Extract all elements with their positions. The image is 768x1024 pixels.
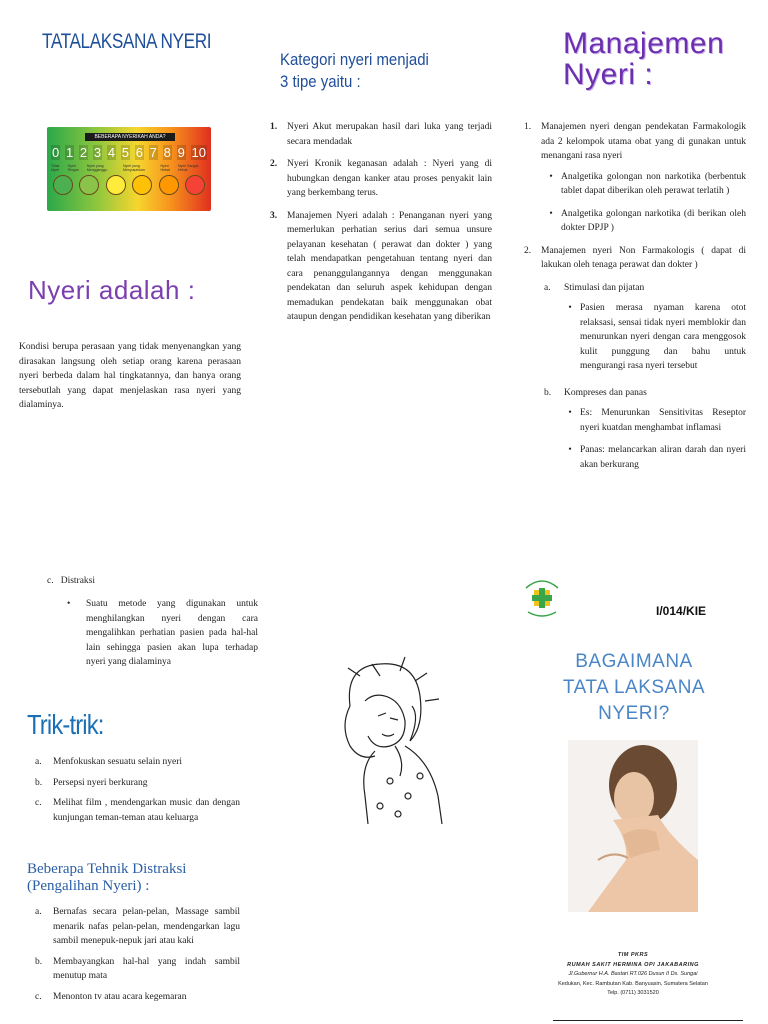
manajemen-heading [563,28,724,90]
pain-scale-image [47,127,211,211]
teknik-heading [27,861,186,895]
bullet-text: Analgetika golongan non narkotika (berbentuk tablet dapat diberikan oleh perawat terlatih ) [561,171,746,196]
bullet-text: Pasien merasa nyaman karena otot relaksasi, sensai tidak nyeri memblokir dan menurunkan nyeri dengan cara menggosok kulit punggung dan bahu untuk mengurangi rasa nyeri tersebut [580,303,746,371]
distraksi-label: Distraksi [60,576,96,586]
item-text: Manajemen nyeri dengan pendekatan Farmakologik ada 2 kelompok utama obat yang di gunakan untuk menangani rasa nyeri [541,122,746,161]
teknik-heading-line1: Beberapa Tehnik Distraksi [27,861,187,877]
kategori-heading [280,49,429,93]
bullet-item [541,207,746,236]
list-marker: b. [35,956,43,967]
cover-title-line3: NYERI? [598,703,670,724]
item-marker: 2. [524,245,532,256]
pain-label: Nyeri yang Mengganggu [86,164,108,172]
teknik-list [35,905,240,1010]
pain-number: 3 [93,145,102,160]
kategori-item [270,157,492,201]
sub-label: Stimulasi dan pijatan [564,282,645,293]
sub-a-bullets [544,301,746,374]
distraksi-item [47,574,95,589]
sub-marker: b. [544,387,552,398]
list-text: Melihat film , mendengarkan music dan dengan kunjungan teman-teman atau keluarga [53,798,240,823]
pain-number: 2 [79,145,88,160]
bullet-item [560,443,746,472]
pain-number: 5 [121,145,129,160]
non-farmakologik-sub [524,281,746,473]
pain-number: 4 [107,145,116,160]
manajemen-line2: Nyeri : [563,58,654,91]
pain-face-icon [185,175,205,195]
item-marker: 1. [524,122,532,132]
hospital-logo [522,576,562,621]
kategori-line1: Kategori nyeri menjadi [280,50,429,69]
pain-number: 10 [191,145,206,160]
sub-item-b [544,386,746,401]
farmakologik-bullets [524,170,746,236]
list-text: Bernafas secara pelan-pelan, Massage sambil menarik nafas pelan-pelan, mendengarkan lagu sambil menepuk-nepuk jari atau kaki [53,907,240,946]
phone-number: Telp. (0711) 3031520 [607,990,659,996]
list-marker: c. [35,991,42,1002]
pain-label: Nyeri Sangat Hebat [178,164,199,172]
cover-title [534,649,734,727]
pain-number: 1 [65,145,74,160]
footer-rule [553,1020,743,1021]
bullet-dot: • [549,208,553,219]
list-text: Nyeri Akut merupakan hasil dari luka yang terjadi secara mendadak [287,122,492,147]
pain-scale-header: BEBERAPA NYERIKAH ANDA? [85,133,175,141]
teknik-item [35,905,240,949]
pain-label: Tidak Nyeri [51,164,60,172]
address-line1: Jl.Gubernur H.A. Bastari RT.026 Dusun II Ds. Sungai [568,971,698,977]
distraksi-marker: c. [47,576,54,586]
kategori-line2: 3 tipe yaitu : [280,72,361,91]
bullet-text: Analgetika golongan narkotika (di berikan oleh dokter DPJP ) [561,208,746,233]
sub-item-a [544,281,746,296]
pain-number: 8 [163,145,171,160]
list-marker: a. [35,907,42,917]
pain-number: 6 [135,145,143,160]
list-text: Nyeri Kronik keganasan adalah : Nyeri yang di hubungkan dengan kanker atau proses penyakit lain yang berkembang terus. [287,159,492,198]
document-code: I/014/KIE [656,604,707,618]
list-marker: 2. [270,159,278,169]
bullet-dot: • [568,408,572,418]
address-line2: Kedukan, Kec. Rambutan Kab. Banyuasin, Sumatera Selatan [558,980,708,987]
manajemen-list [524,120,746,480]
bullet-item [560,406,746,435]
bullet-dot: • [67,599,71,609]
tim-label: TIM PKRS [617,952,649,958]
pain-face-icon [106,175,126,195]
pain-face-icon [53,175,73,195]
manajemen-item-1 [524,120,746,164]
pain-label: Nyeri Hebat [160,164,170,172]
kategori-item [270,120,492,149]
list-marker: c. [35,798,42,808]
cover-title-line2: TATA LAKSANA [562,677,706,698]
kondisi-paragraph: Kondisi berupa perasaan yang tidak menyenangkan yang dirasakan langsung oleh setiap orang karena perasaan nyeri berbeda dalam hal tingkatannya, dan hanya orang tersebutlah yang dapat menjelaskan rasa nyeri yang dialaminya. [19,342,241,410]
manajemen-line1: Manajemen [563,27,725,60]
bullet-dot: • [568,445,572,455]
bullet-item [560,301,746,374]
pain-face-icon [79,175,99,195]
list-marker: b. [35,777,43,788]
cover-title-line1: BAGAIMANA [575,651,693,672]
teknik-item [35,955,240,984]
nyeri-adalah-heading: Nyeri adalah : [28,275,196,305]
list-marker: 1. [270,122,278,132]
trik-item [35,776,240,791]
kategori-item [270,209,492,325]
item-text: Manajemen nyeri Non Farmakologis ( dapat di lakukan oleh tenaga perawat dan dokter ) [541,245,746,270]
hospital-name: RUMAH SAKIT HERMINA OPI JAKABARING [567,961,699,968]
bullet-text: Panas: melancarkan aliran darah dan nyeri akan berkurang [580,445,746,470]
bullet-dot: • [568,303,572,313]
pain-scale-numbers [51,145,207,160]
headache-illustration [320,646,460,826]
list-marker: a. [35,757,42,767]
bullet-text: Es: Menurunkan Sensitivitas Reseptor nyeri kuatdan menghambat inflamasi [580,408,746,433]
pain-number: 7 [149,145,157,160]
pain-label: Nyeri yang Menyusahkan [123,164,145,172]
trik-item [35,796,240,825]
pain-scale-faces [53,175,205,195]
list-text: Membayangkan hal-hal yang indah sambil menutup mata [53,956,240,981]
sub-b-bullets [544,406,746,472]
neck-pain-photo [568,740,698,912]
distraksi-bullet [67,597,258,670]
footer-contact [533,951,733,999]
bullet-dot: • [549,171,553,182]
list-text: Persepsi nyeri berkurang [53,777,148,788]
pain-scale-labels [51,164,207,172]
kategori-list [270,120,492,333]
teknik-heading-line2: (Pengalihan Nyeri) : [27,878,150,894]
bullet-item [541,170,746,199]
trik-heading: Trik-trik: [27,709,104,740]
sub-marker: a. [544,282,551,293]
trik-item [35,755,240,770]
pain-number: 0 [52,145,60,160]
trik-list [35,755,240,831]
pain-label: Nyeri Ringan [67,164,79,172]
teknik-item [35,990,240,1005]
list-text: Menfokuskan sesuatu selain nyeri [53,757,183,767]
pain-face-icon [159,175,179,195]
manajemen-item-2 [524,244,746,273]
sub-label: Kompreses dan panas [564,387,647,398]
list-marker: 3. [270,210,278,221]
list-text: Manajemen Nyeri adalah : Penanganan nyeri yang memerlukan perhatian serius dari semua unsure pelayanan kesehatan ( perawat dan dokter ) yang telah mendapatkan pengetahuan tentang nyeri dan cara penanggulangannya dengan menggunakan pendekatan dan seluruh aspek kehidupan dengan memadukan pendekatan baik menggunakan obat ataupun dengan pendidikan kesehatan yang diberikan [287,210,492,322]
pain-number: 9 [177,145,185,160]
brochure-title: TATALAKSANA NYERI [42,30,212,53]
pain-face-icon [132,175,152,195]
distraksi-text: Suatu metode yang digunakan untuk menghilangkan nyeri dengan cara mengalihkan perhatian pasien pada hal-hal lain sehingga pasien akan lupa terhadap nyeri yang dialaminya [86,599,258,667]
list-text: Menonton tv atau acara kegemaran [53,991,187,1002]
